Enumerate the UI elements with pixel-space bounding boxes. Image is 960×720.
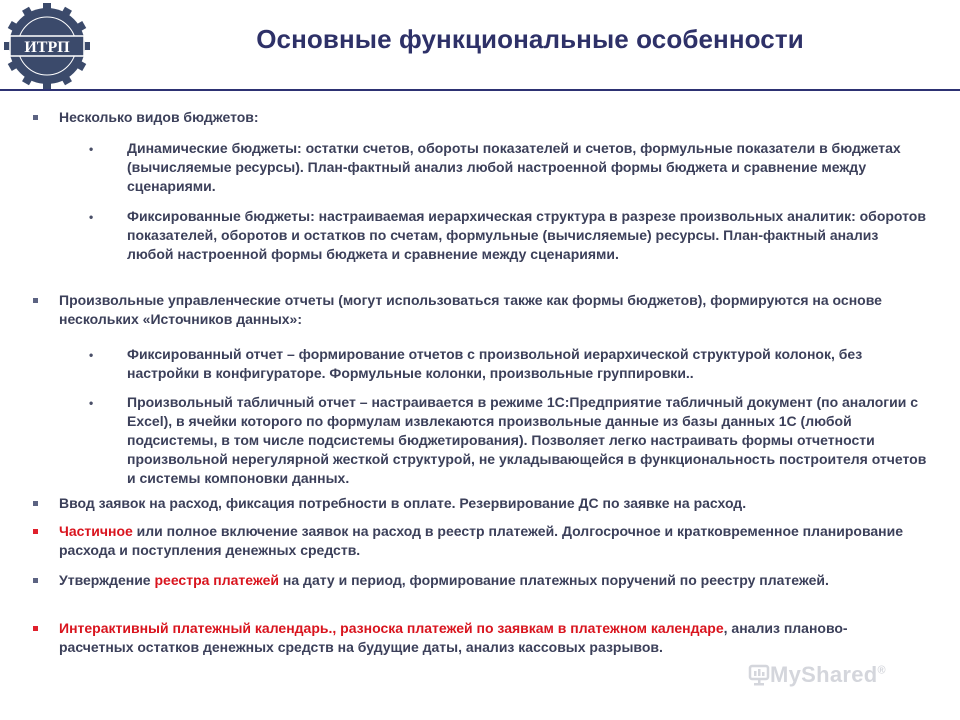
highlight-text: Частичное	[59, 523, 133, 539]
square-bullet	[33, 578, 38, 583]
item-expense-requests: Ввод заявок на расход, фиксация потребности в оплате. Резервирование ДС по заявке на расход.	[59, 495, 747, 511]
item-text: на дату и период, формирование платежных поручений по реестру платежей.	[279, 572, 829, 588]
item-fixed-budgets: Фиксированные бюджеты: настраиваемая иерархическая структура в разрезе произвольных аналитик: оборотов показателей, оборотов и остатков по счетам, формульные (вычисляемые) ресурсы. План-фактный анализ любой настроенной формы бюджета и сравнение между сценариями.	[127, 208, 926, 262]
logo-text: ИТРП	[24, 39, 70, 56]
dot-bullet: •	[89, 348, 94, 362]
item-dynamic-budgets: Динамические бюджеты: остатки счетов, обороты показателей и счетов, формульные показатели в бюджетах (вычисляемые ресурсы). План-фактный анализ любой настроенной формы бюджета и сравнение между сценариями.	[127, 140, 901, 194]
square-bullet	[33, 298, 38, 303]
dot-bullet: •	[89, 142, 94, 156]
presentation-icon	[747, 663, 771, 687]
page-title: Основные функциональные особенности	[256, 24, 804, 54]
square-bullet	[33, 115, 38, 120]
highlight-text: Интерактивный платежный календарь., разноска платежей по заявкам в платежном календаре	[59, 620, 724, 636]
square-bullet-red	[33, 529, 38, 534]
item-register-approval	[59, 571, 919, 590]
dot-bullet: •	[89, 210, 94, 224]
watermark-text: MyShared	[770, 662, 878, 687]
highlight-text: реестра платежей	[154, 572, 280, 588]
item-fixed-report: Фиксированный отчет – формирование отчетов с произвольной иерархической структурой колонок, без настройки в конфигураторе. Формульные колонки, произвольные группировки..	[127, 346, 863, 381]
item-budget-types: Несколько видов бюджетов:	[59, 109, 259, 125]
item-payment-register	[59, 522, 919, 560]
item-text: , анализ планово-расчетных остатков денежных средств на будущие даты, анализ кассовых разрывов.	[59, 620, 848, 655]
item-management-reports: Произвольные управленческие отчеты (могут использоваться также как формы бюджетов), формируются на основе нескольких «Источников данных»:	[59, 292, 882, 327]
item-text: Утверждение	[59, 572, 155, 588]
square-bullet-red	[33, 626, 38, 631]
item-table-report: Произвольный табличный отчет – настраивается в режиме 1С:Предприятие табличный документ (по аналогии с Excel), в ячейки которого по формулам извлекаются произвольные данные из базы данных 1С (любой подсистемы, в том числе подсистемы бюджетирования). Позволяет легко настраивать формы отчетности произвольной нерегулярной жесткой структурой, не укладывающейся в функциональность построителя отчетов и системы компоновки данных.	[127, 394, 927, 486]
dot-bullet: •	[89, 396, 94, 410]
item-payment-calendar	[59, 619, 919, 657]
item-text: или полное включение заявок на расход в реестр платежей. Долгосрочное и кратковременное планирование расхода и поступления денежных средств.	[59, 523, 904, 558]
watermark	[770, 662, 886, 688]
square-bullet	[33, 501, 38, 506]
watermark-reg: ®	[877, 664, 886, 677]
